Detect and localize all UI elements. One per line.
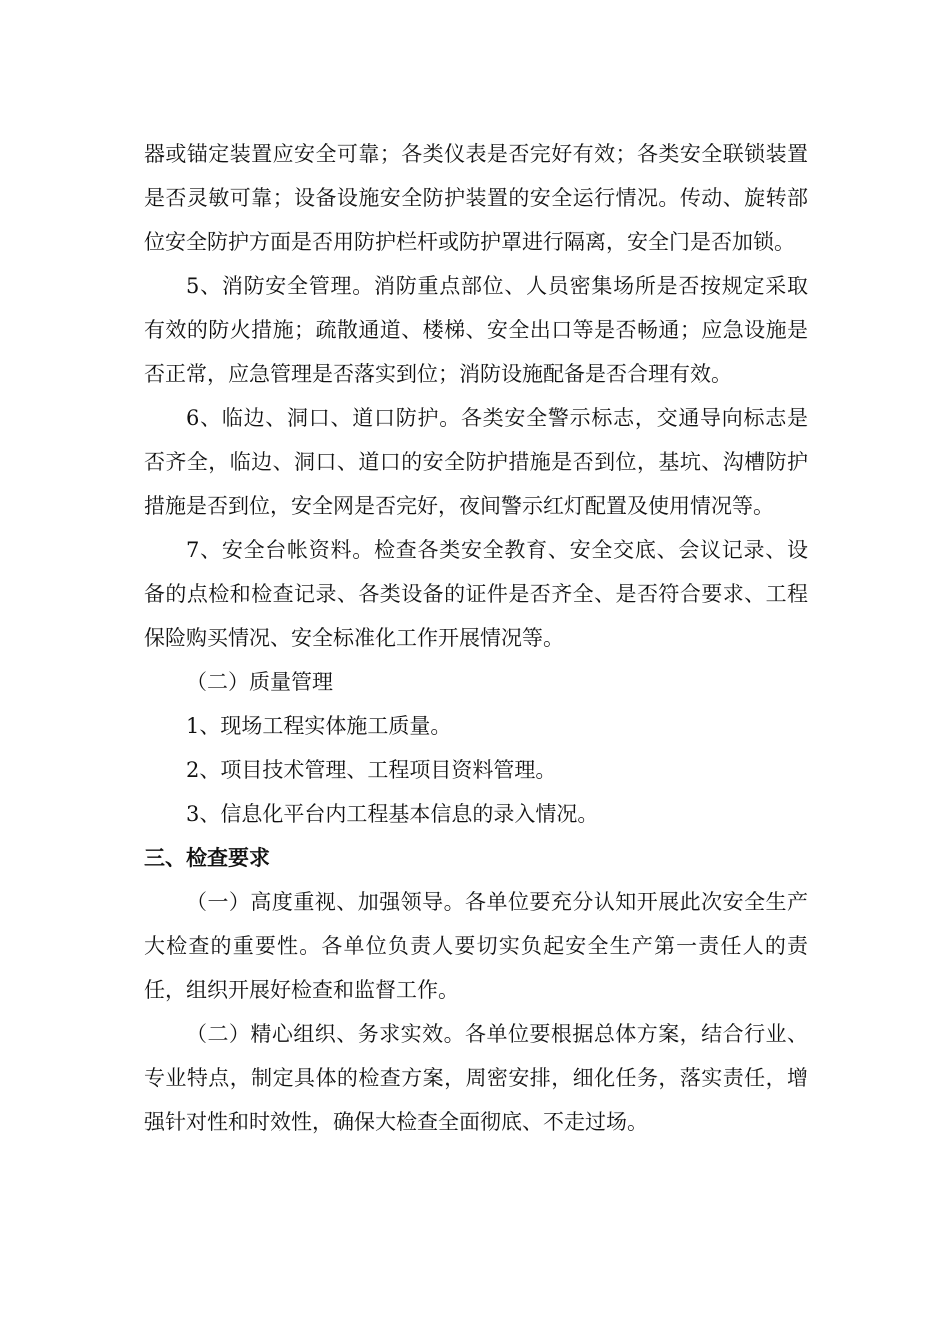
subheading-quality-management: （二）质量管理 [186,670,333,694]
section-heading-inspection-requirements: 三、检查要求 [144,846,270,870]
paragraph-edge-protection: 6、临边、洞口、道口防护。各类安全警示标志，交通导向标志是否齐全，临边、洞口、道口的安全防护措施是否到位，基坑、沟槽防护措施是否到位，安全网是否完好，夜间警示红灯配置及使用情况等。 [144,406,808,518]
paragraph-organization: （二）精心组织、务求实效。各单位要根据总体方案，结合行业、专业特点，制定具体的检查方案，周密安排，细化任务，落实责任，增强针对性和时效性，确保大检查全面彻底、不走过场。 [144,1022,808,1134]
list-item-quality-1: 1、现场工程实体施工质量。 [186,714,452,738]
list-item-quality-2: 2、项目技术管理、工程项目资料管理。 [186,758,557,782]
list-item-quality-3: 3、信息化平台内工程基本信息的录入情况。 [186,802,599,826]
paragraph-safety-records: 7、安全台帐资料。检查各类安全教育、安全交底、会议记录、设备的点检和检查记录、各类设备的证件是否齐全、是否符合要求、工程保险购买情况、安全标准化工作开展情况等。 [144,538,808,650]
paragraph-continuation: 器或锚定装置应安全可靠；各类仪表是否完好有效；各类安全联锁装置是否灵敏可靠；设备设施安全防护装置的安全运行情况。传动、旋转部位安全防护方面是否用防护栏杆或防护罩进行隔离，安全门是否加锁。 [144,142,808,254]
paragraph-leadership: （一）高度重视、加强领导。各单位要充分认知开展此次安全生产大检查的重要性。各单位负责人要切实负起安全生产第一责任人的责任，组织开展好检查和监督工作。 [144,890,808,1002]
paragraph-fire-safety: 5、消防安全管理。消防重点部位、人员密集场所是否按规定采取有效的防火措施；疏散通道、楼梯、安全出口等是否畅通；应急设施是否正常，应急管理是否落实到位；消防设施配备是否合理有效。 [144,274,808,386]
document-body [144,132,808,1144]
